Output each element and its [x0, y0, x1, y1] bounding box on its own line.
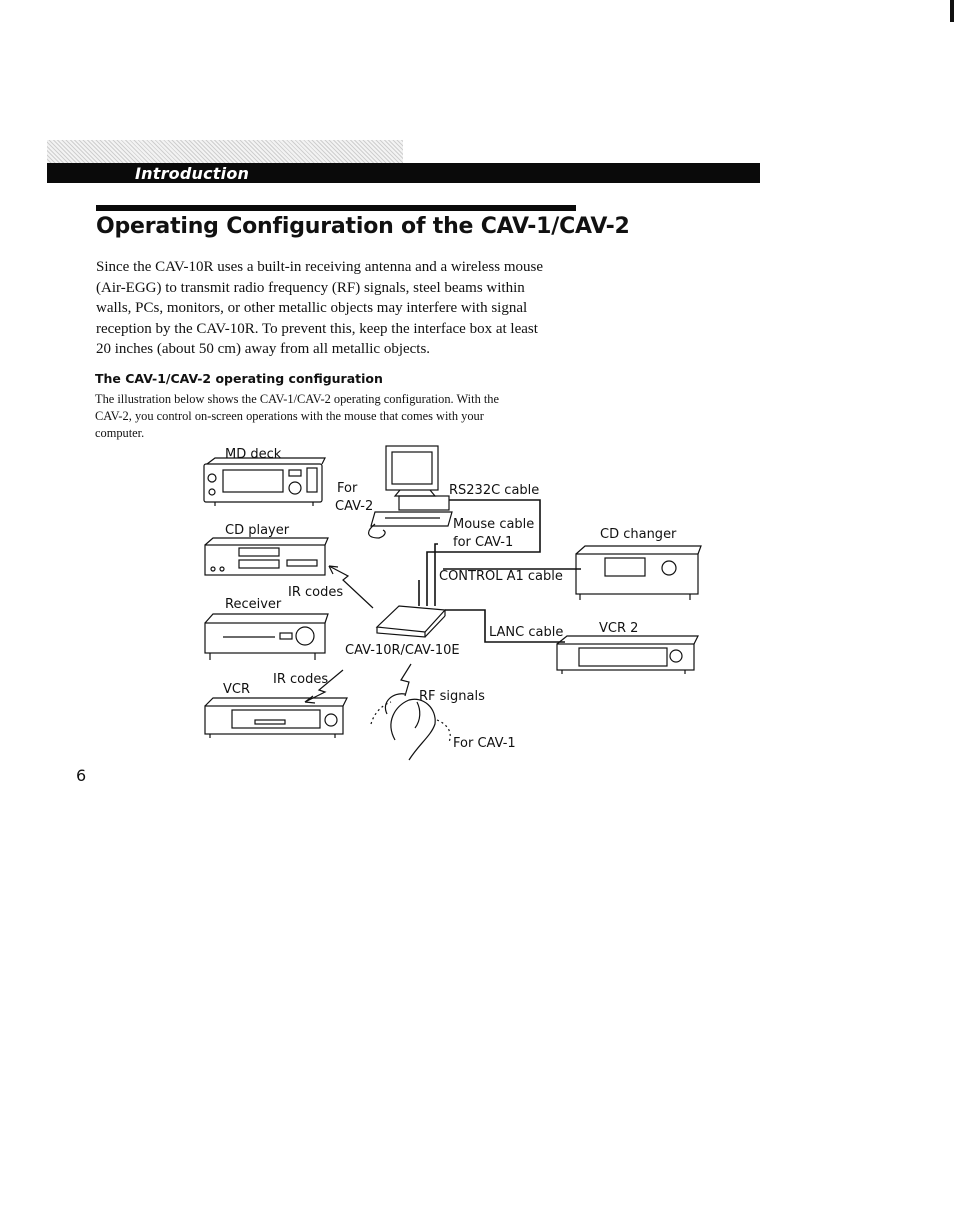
label-for-cav1-mouse: for CAV-1 [453, 535, 514, 550]
label-for-cav1: For CAV-1 [453, 736, 516, 751]
section-header [47, 140, 760, 186]
vcr2-device [557, 636, 698, 674]
label-ir-codes: IR codes [288, 585, 344, 600]
caption-line: CAV-2, you control on-screen operations with the mouse that comes with your [95, 409, 484, 423]
intro-line: (Air-EGG) to transmit radio frequency (RF) signals, steel beams within [96, 279, 525, 296]
receiver-device [205, 614, 328, 660]
page-title: Operating Configuration of the CAV-1/CAV-2 [96, 214, 630, 239]
label-cd-player: CD player [225, 523, 290, 538]
caption-line: The illustration below shows the CAV-1/CAV-2 operating configuration. With the [95, 392, 499, 406]
caption-line: computer. [95, 426, 145, 440]
header-texture [47, 140, 403, 164]
edge-mark [950, 0, 954, 22]
intro-line: 20 inches (about 50 cm) away from all metallic objects. [96, 341, 431, 358]
vcr-device [205, 698, 347, 738]
intro-line: Since the CAV-10R uses a built-in receiving antenna and a wireless mouse [96, 259, 543, 275]
title-rule [96, 205, 576, 211]
section-label: Introduction [135, 164, 250, 183]
label-cav2: CAV-2 [335, 499, 374, 514]
label-interface-box: CAV-10R/CAV-10E [345, 643, 460, 658]
md-deck-device [204, 458, 325, 506]
page-number: 6 [76, 766, 87, 785]
label-vcr: VCR [223, 682, 251, 697]
subheading: The CAV-1/CAV-2 operating configuration [95, 371, 383, 386]
label-for: For [337, 481, 358, 496]
cd-player-device [205, 538, 328, 575]
cd-changer-device [576, 546, 701, 600]
intro-line: walls, PCs, monitors, or other metallic objects may interfere with signal [96, 300, 528, 317]
label-cd-changer: CD changer [600, 527, 677, 542]
interface-box-device [377, 606, 445, 637]
intro-line: reception by the CAV-10R. To prevent this, keep the interface box at least [96, 320, 538, 337]
configuration-diagram [195, 440, 715, 770]
label-ir-codes: IR codes [273, 672, 329, 687]
intro-paragraph [96, 257, 596, 360]
caption-paragraph [95, 391, 600, 442]
label-control-a1-cable: CONTROL A1 cable [439, 569, 563, 584]
label-md-deck: MD deck [225, 447, 282, 462]
label-receiver: Receiver [225, 597, 282, 612]
label-vcr2: VCR 2 [599, 621, 639, 636]
label-lanc-cable: LANC cable [489, 625, 564, 640]
computer-device [369, 446, 452, 538]
label-rs232c-cable: RS232C cable [449, 483, 540, 498]
label-mouse-cable: Mouse cable [453, 517, 535, 532]
label-rf-signals: RF signals [419, 689, 485, 704]
